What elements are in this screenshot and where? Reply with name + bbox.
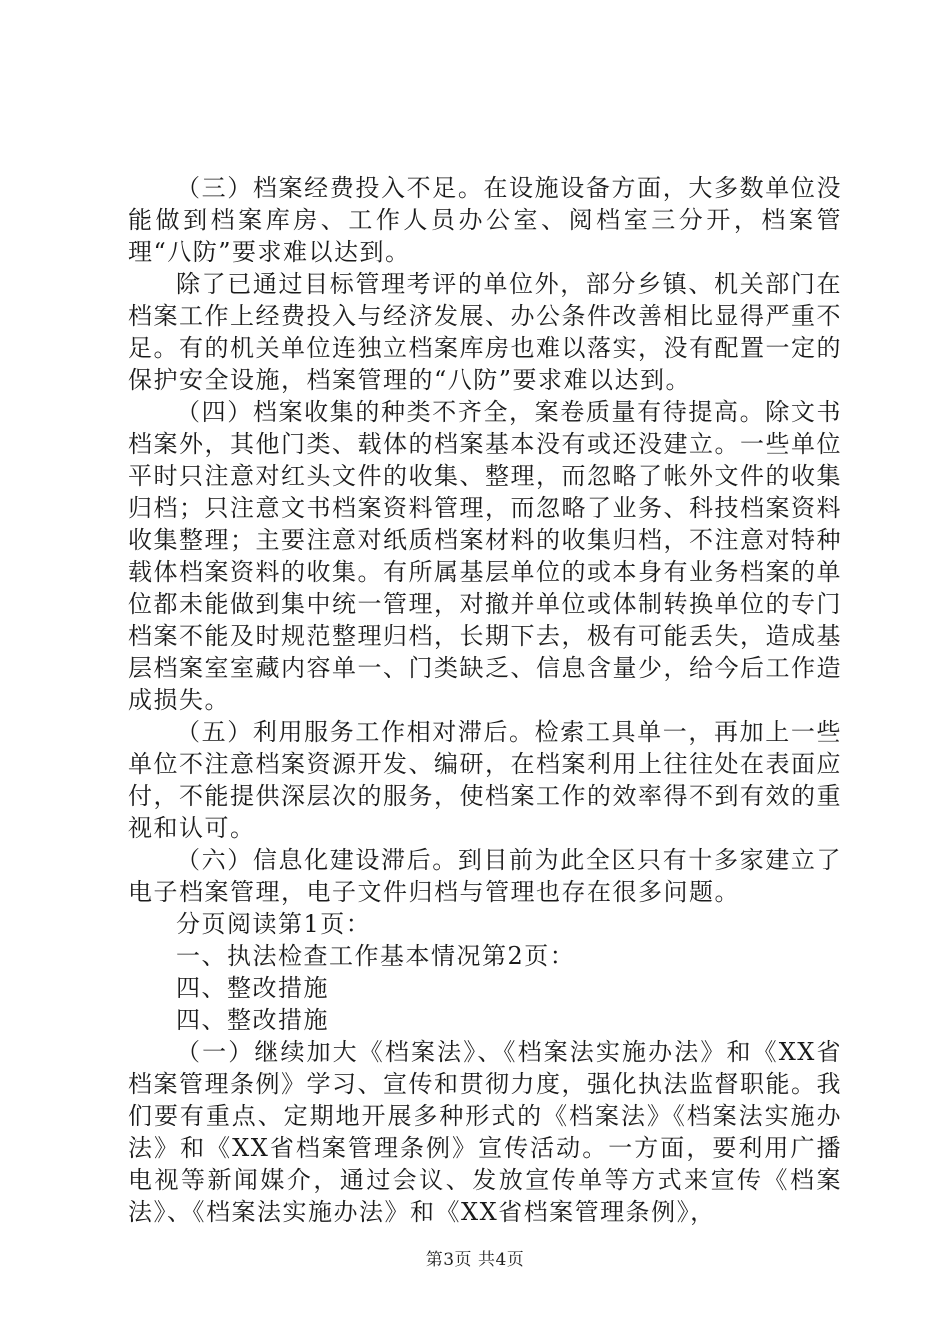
paragraph-service-lagging: （五）利用服务工作相对滞后。检索工具单一，再加上一些单位不注意档案资源开发、编研，在档案利用上往往处在表面应付，不能提供深层次的服务，使档案工作的效率得不到有效的重视和认可。 bbox=[128, 718, 842, 842]
page-footer: 第3页 共4页 bbox=[425, 1250, 525, 1270]
section-heading-rectification: 四、整改措施 bbox=[176, 974, 329, 1002]
document-body bbox=[128, 172, 842, 1228]
paragraph-funding-insufficient: （三）档案经费投入不足。在设施设备方面，大多数单位没能做到档案库房、工作人员办公室、阅档室三分开，档案管理“八防”要求难以达到。 bbox=[128, 174, 842, 266]
paragraph-collection-incomplete: （四）档案收集的种类不齐全，案卷质量有待提高。除文书档案外，其他门类、载体的档案基本没有或还没建立。一些单位平时只注意对红头文件的收集、整理，而忽略了帐外文件的收集归档；只注意文书档案资料管理，而忽略了业务、科技档案资料收集整理；主要注意对纸质档案材料的收集归档，不注意对特种载体档案资料的收集。有所属基层单位的或本身有业务档案的单位都未能做到集中统一管理，对撤并单位或体制转换单位的专门档案不能及时规范整理归档，长期下去，极有可能丢失，造成基层档案室室藏内容单一、门类缺乏、信息含量少，给今后工作造成损失。 bbox=[128, 398, 842, 714]
section-heading-rectification-repeat: 四、整改措施 bbox=[176, 1006, 329, 1034]
section-heading-inspection: 一、执法检查工作基本情况第2页： bbox=[176, 942, 576, 970]
paragraph-funding-details: 除了已通过目标管理考评的单位外，部分乡镇、机关部门在档案工作上经费投入与经济发展、办公条件改善相比显得严重不足。有的机关单位连独立档案库房也难以落实，没有配置一定的保护安全设施，档案管理的“八防”要求难以达到。 bbox=[128, 270, 842, 394]
paragraph-measure-one: （一）继续加大《档案法》、《档案法实施办法》和《XX省档案管理条例》学习、宣传和贯彻力度，强化执法监督职能。我们要有重点、定期地开展多种形式的《档案法》《档案法实施办法》和《XX省档案管理条例》宣传活动。一方面，要利用广播电视等新闻媒介，通过会议、发放宣传单等方式来宣传《档案法》、《档案法实施办法》和《XX省档案管理条例》， bbox=[128, 1038, 842, 1226]
paragraph-informatization-lagging: （六）信息化建设滞后。到目前为此全区只有十多家建立了电子档案管理，电子文件归档与管理也存在很多问题。 bbox=[128, 846, 842, 906]
pagination-read-line: 分页阅读第1页： bbox=[176, 910, 372, 938]
